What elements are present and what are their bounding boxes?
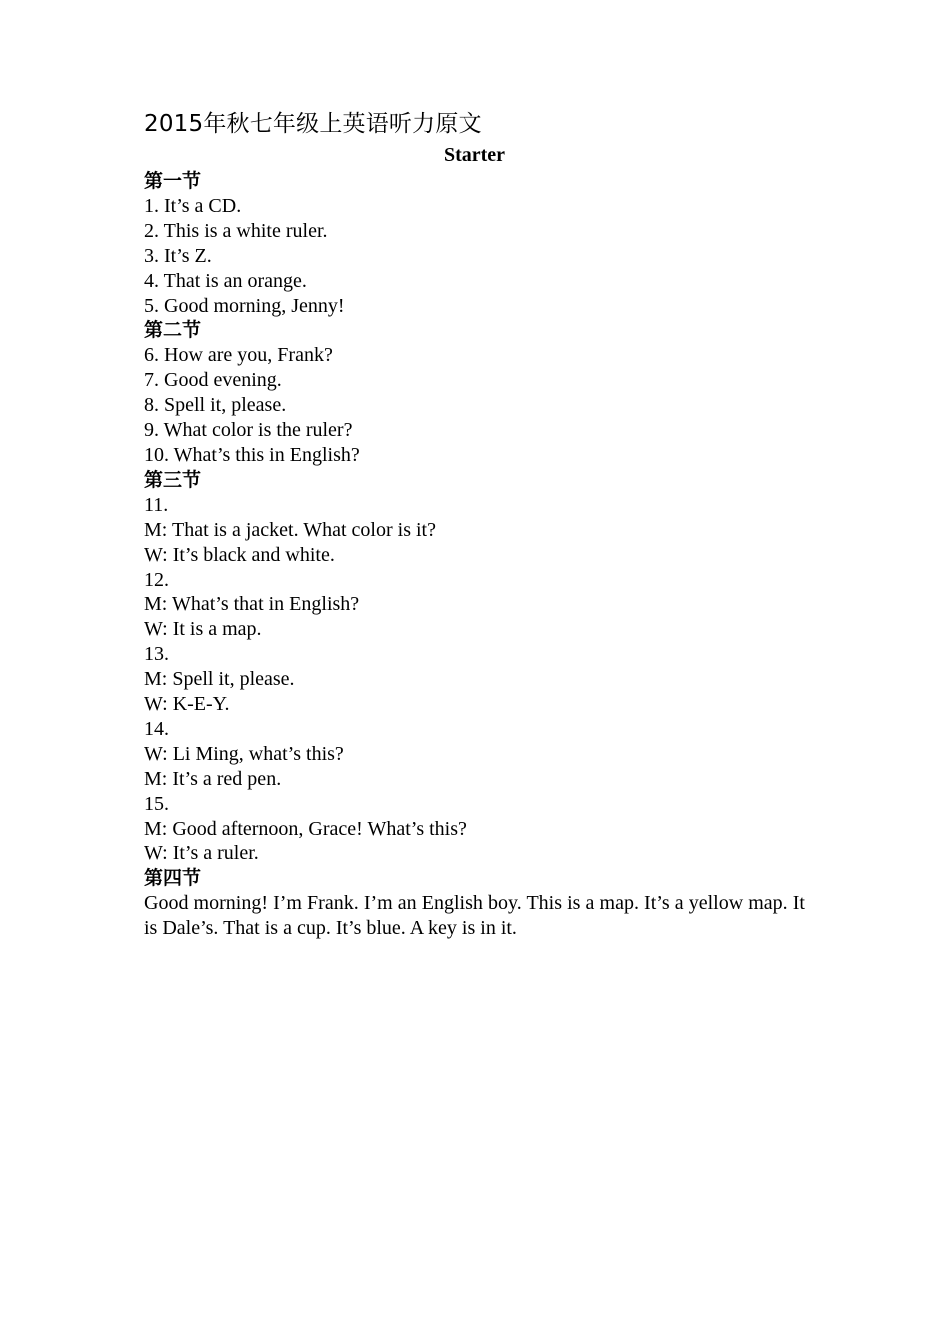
transcript-line: 15.: [144, 792, 169, 815]
transcript-line: W: It’s a ruler.: [144, 842, 259, 865]
transcript-line: M: What’s that in English?: [144, 593, 360, 616]
transcript-line: 1. It’s a CD.: [144, 194, 242, 217]
document-title: 2015年秋七年级上英语听力原文: [144, 111, 482, 137]
transcript-line: 3. It’s Z.: [144, 244, 212, 267]
transcript-line: 4. That is an orange.: [144, 269, 307, 292]
section-heading: 第一节: [144, 170, 202, 192]
transcript-line: M: It’s a red pen.: [144, 767, 282, 790]
transcript-line: W: It’s black and white.: [144, 543, 335, 566]
transcript-line: 2. This is a white ruler.: [144, 219, 328, 242]
transcript-line: 6. How are you, Frank?: [144, 344, 333, 367]
transcript-line: 13.: [144, 643, 169, 666]
transcript-line: 11.: [144, 493, 169, 516]
transcript-line: 10. What’s this in English?: [144, 443, 360, 466]
transcript-line: 5. Good morning, Jenny!: [144, 294, 345, 317]
section-1: [144, 169, 805, 318]
transcript-line: M: Spell it, please.: [144, 668, 295, 691]
unit-title: Starter: [443, 144, 506, 166]
transcript-line: 12.: [144, 568, 169, 591]
transcript-line: M: That is a jacket. What color is it?: [144, 518, 436, 541]
section-heading: 第四节: [144, 867, 202, 890]
transcript-paragraph: Good morning! I’m Frank. I’m an English boy. This is a map. It’s a yellow map. It is Dale’s. That is a cup. It’s blue. A key is in it.: [144, 892, 805, 940]
transcript-line: 7. Good evening.: [144, 369, 282, 392]
document-page: [144, 106, 805, 941]
section-2: [144, 318, 805, 467]
transcript-line: W: Li Ming, what’s this?: [144, 742, 344, 765]
transcript-line: W: K-E-Y.: [144, 693, 230, 716]
transcript-line: M: Good afternoon, Grace! What’s this?: [144, 817, 467, 840]
transcript-line: 8. Spell it, please.: [144, 394, 287, 417]
section-heading: 第二节: [144, 319, 202, 342]
section-heading: 第三节: [144, 468, 202, 491]
transcript-line: W: It is a map.: [144, 618, 262, 641]
section-4: [144, 866, 805, 941]
transcript-line: 9. What color is the ruler?: [144, 419, 353, 442]
section-3: [144, 468, 805, 867]
transcript-line: 14.: [144, 717, 169, 740]
